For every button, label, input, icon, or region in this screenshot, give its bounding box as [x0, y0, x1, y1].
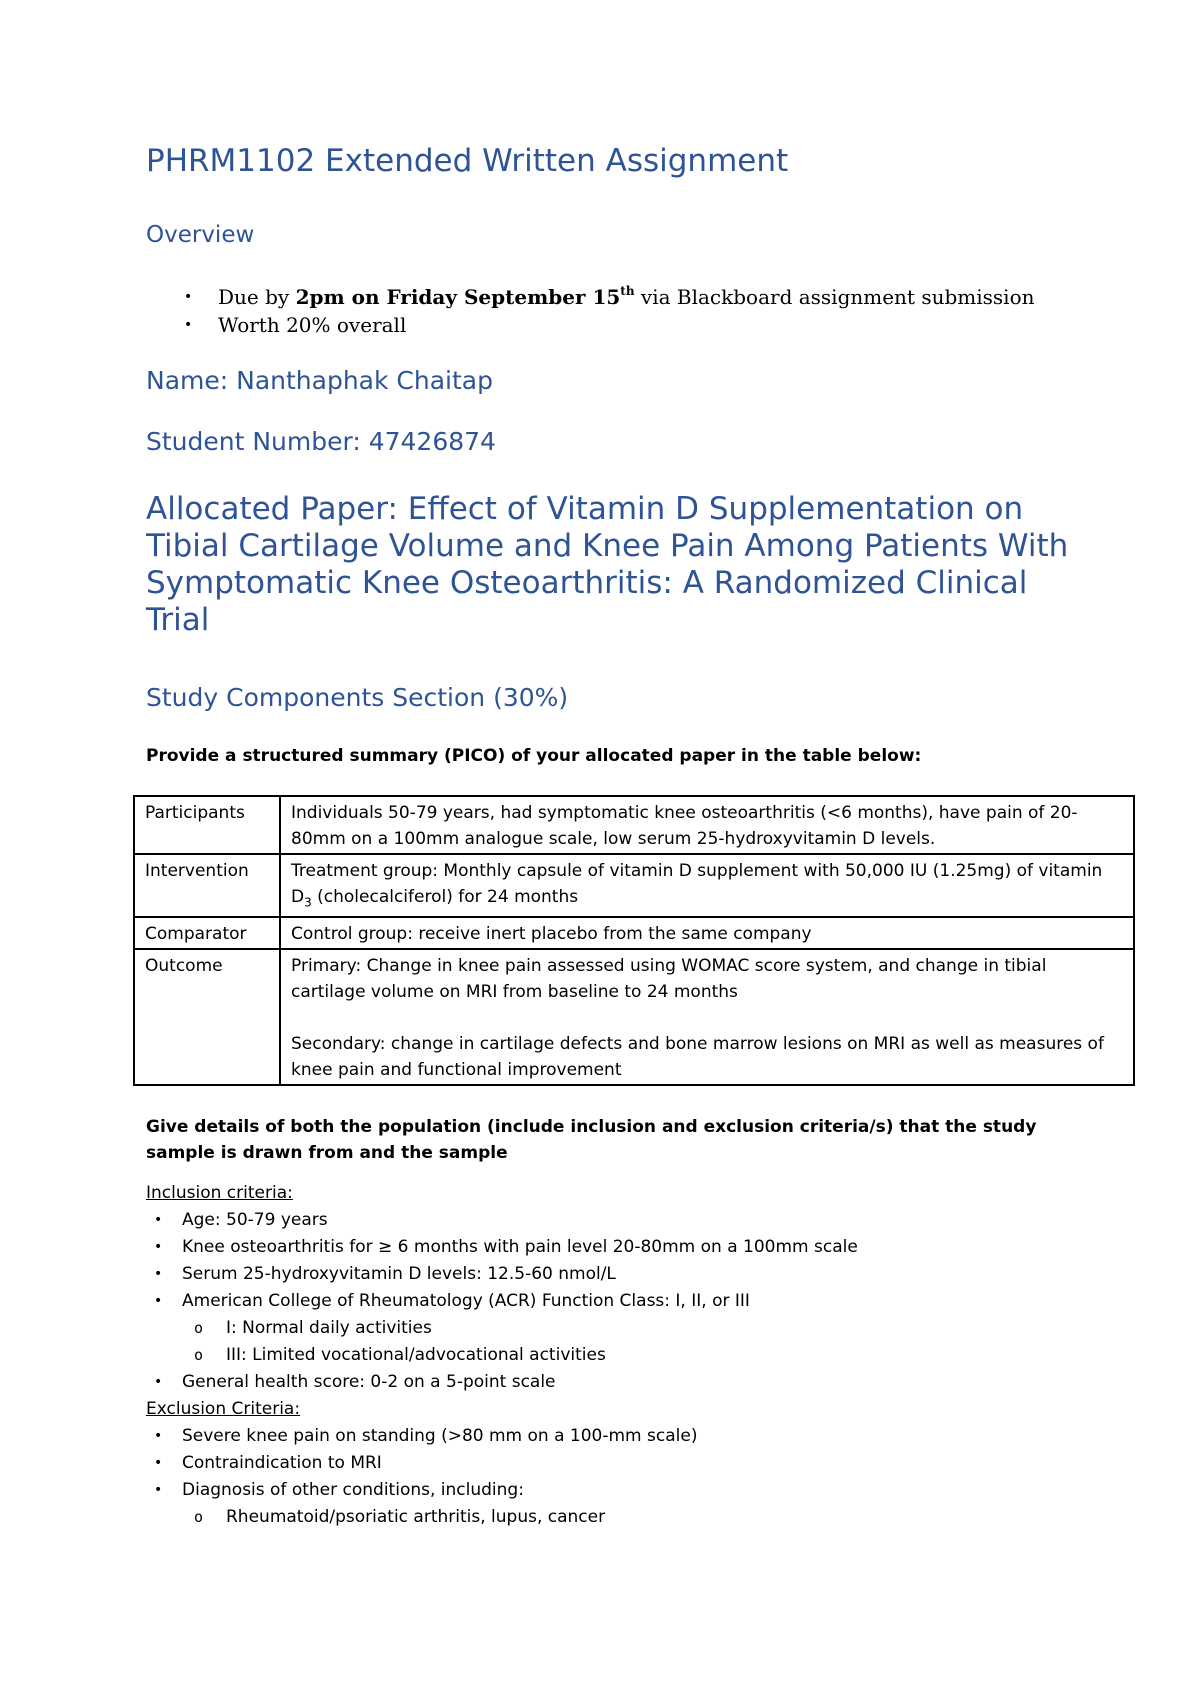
participants-label: Participants [134, 796, 280, 854]
sub-bullet-icon: o [194, 1346, 204, 1364]
population-prompt: Give details of both the population (include inclusion and exclusion criteria/s) that the study sample is drawn from and the sample [146, 1117, 1037, 1163]
outcome-secondary: Secondary: change in cartilage defects and bone marrow lesions on MRI as well as measures of knee pain and functional improvement [291, 1034, 1104, 1081]
intervention-text-end: (cholecalciferol) for 24 months [311, 887, 579, 907]
exclusion-other-conditions: Diagnosis of other conditions, including: [182, 1480, 524, 1500]
pico-prompt: Provide a structured summary (PICO) of your allocated paper in the table below: [146, 746, 922, 766]
due-date: 2pm on Friday September 15 [295, 285, 621, 309]
comparator-text: Control group: receive inert placebo from the same company [280, 917, 1134, 949]
inclusion-health-score: General health score: 0-2 on a 5-point scale [182, 1372, 556, 1392]
due-prefix: Due by [218, 285, 296, 309]
bullet-icon: • [154, 1374, 163, 1390]
intervention-text: Treatment group: Monthly capsule of vitamin D supplement with 50,000 IU (1.25mg) of vitamin D [291, 861, 1103, 907]
list-item [146, 1207, 858, 1234]
list-item [146, 1315, 858, 1342]
comparator-label: Comparator [134, 917, 280, 949]
bullet-icon: • [184, 317, 193, 333]
bullet-icon: • [154, 1482, 163, 1498]
list-item [146, 1342, 858, 1369]
list-item [146, 1369, 858, 1396]
list-item [146, 1450, 858, 1477]
sub-bullet-icon: o [194, 1508, 204, 1526]
table-row [134, 949, 1134, 1085]
table-row [134, 796, 1134, 854]
list-item [146, 1261, 858, 1288]
list-item [146, 311, 1034, 339]
inclusion-acr-class-iii: III: Limited vocational/advocational activities [226, 1345, 606, 1365]
outcome-cell [280, 949, 1134, 1085]
document-title: PHRM1102 Extended Written Assignment [146, 143, 789, 179]
pico-table [133, 795, 1135, 1086]
outcome-label: Outcome [134, 949, 280, 1085]
list-item [146, 1477, 858, 1504]
overview-list [146, 283, 1034, 339]
intervention-label: Intervention [134, 854, 280, 917]
list-item [146, 1288, 858, 1315]
inclusion-serum: Serum 25-hydroxyvitamin D levels: 12.5-60 nmol/L [182, 1264, 616, 1284]
student-number: Student Number: 47426874 [146, 427, 496, 456]
inclusion-acr-class: American College of Rheumatology (ACR) Function Class: I, II, or III [182, 1291, 750, 1311]
bullet-icon: • [154, 1293, 163, 1309]
exclusion-criteria-title: Exclusion Criteria: [146, 1399, 301, 1419]
bullet-icon: • [154, 1266, 163, 1282]
list-item [146, 283, 1034, 311]
inclusion-knee-oa: Knee osteoarthritis for ≥ 6 months with pain level 20-80mm on a 100mm scale [182, 1237, 858, 1257]
list-item [146, 1504, 858, 1531]
sub-bullet-icon: o [194, 1319, 204, 1337]
inclusion-criteria-title: Inclusion criteria: [146, 1183, 293, 1203]
criteria-section [146, 1180, 858, 1531]
table-row [134, 917, 1134, 949]
allocated-paper-heading: Allocated Paper: Effect of Vitamin D Supplementation on Tibial Cartilage Volume and Knee Pain Among Patients With Symptomatic Knee Osteoarthritis: A Randomized Clinical Trial [146, 491, 1069, 638]
bullet-icon: • [184, 289, 193, 305]
study-components-heading: Study Components Section (30%) [146, 683, 569, 712]
exclusion-mri: Contraindication to MRI [182, 1453, 382, 1473]
due-date-suffix: th [620, 284, 635, 298]
participants-text: Individuals 50-79 years, had symptomatic knee osteoarthritis (<6 months), have pain of 20-80mm on a 100mm analogue scale, low serum 25-hydroxyvitamin D levels. [280, 796, 1134, 854]
intervention-subscript: 3 [304, 895, 312, 910]
list-item [146, 1423, 858, 1450]
bullet-icon: • [154, 1455, 163, 1471]
inclusion-age: Age: 50-79 years [182, 1210, 328, 1230]
exclusion-knee-pain: Severe knee pain on standing (>80 mm on a 100-mm scale) [182, 1426, 698, 1446]
inclusion-acr-class-i: I: Normal daily activities [226, 1318, 432, 1338]
due-suffix: via Blackboard assignment submission [634, 285, 1035, 309]
bullet-icon: • [154, 1428, 163, 1444]
bullet-icon: • [154, 1239, 163, 1255]
bullet-icon: • [154, 1212, 163, 1228]
table-row [134, 854, 1134, 917]
overview-heading: Overview [146, 222, 255, 248]
exclusion-arthritis-lupus-cancer: Rheumatoid/psoriatic arthritis, lupus, cancer [226, 1507, 606, 1527]
list-item [146, 1234, 858, 1261]
student-name: Name: Nanthaphak Chaitap [146, 366, 493, 395]
worth-text: Worth 20% overall [218, 313, 407, 337]
intervention-cell [280, 854, 1134, 917]
outcome-primary: Primary: Change in knee pain assessed using WOMAC score system, and change in tibial cartilage volume on MRI from baseline to 24 months [291, 956, 1047, 1003]
